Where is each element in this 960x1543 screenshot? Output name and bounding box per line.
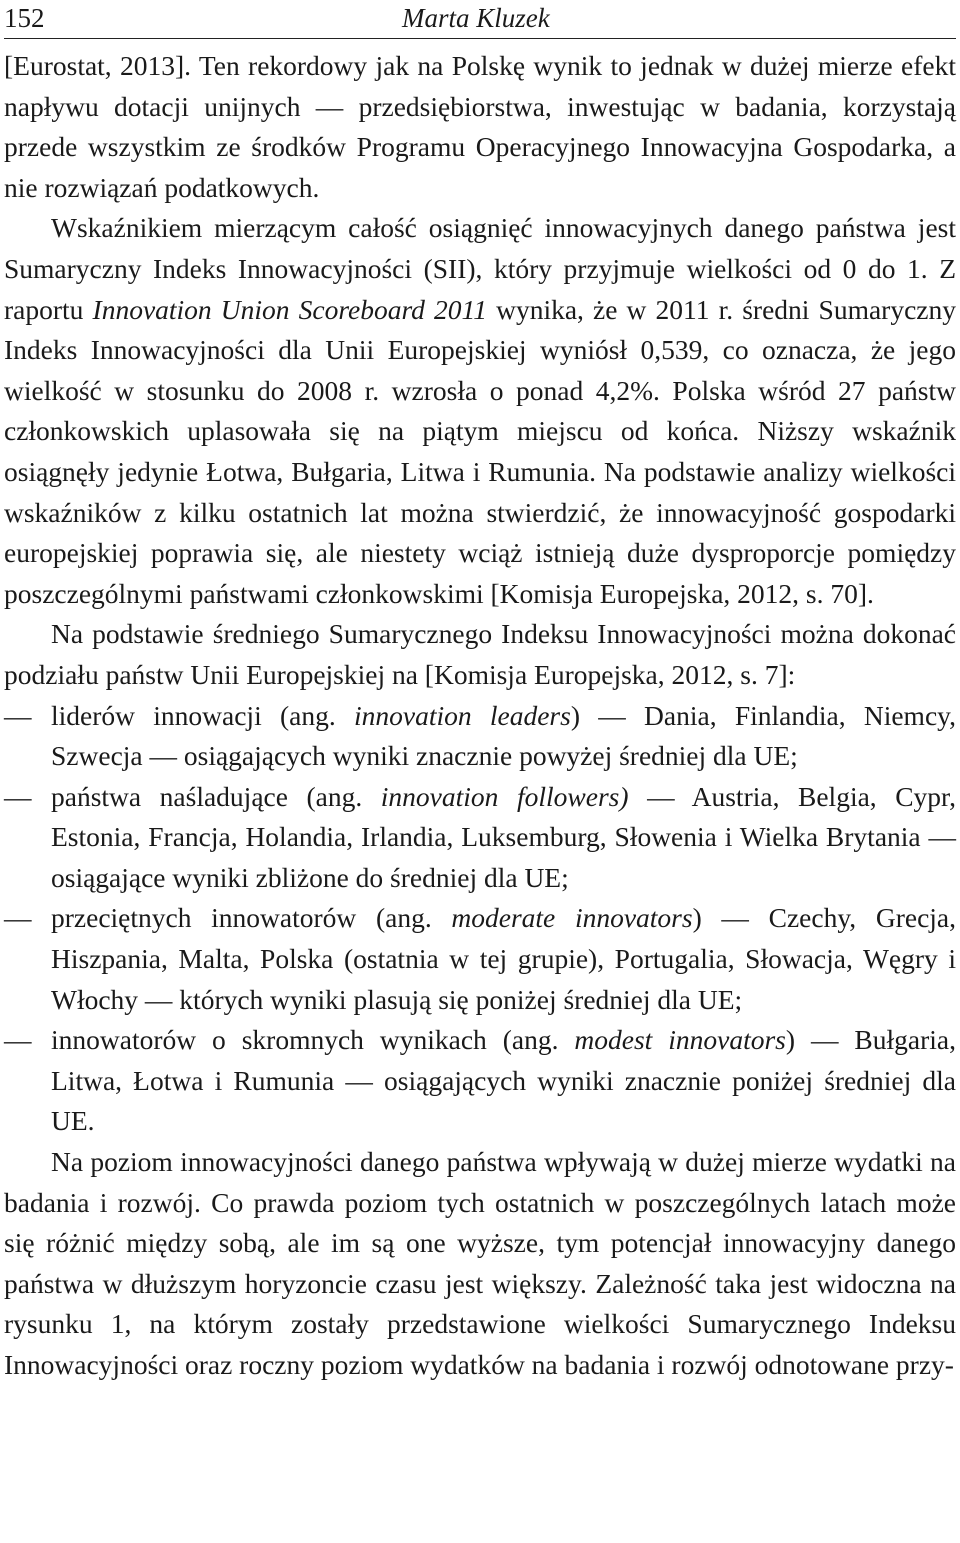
list-dash: — [4, 902, 32, 934]
list-dash: — [4, 699, 32, 731]
list-dash: — [4, 780, 32, 812]
page-header [4, 2, 956, 39]
page-body [4, 46, 956, 1386]
classification-list [4, 696, 956, 1143]
paragraph-3: Na podstawie średniego Sumarycznego Indeksu Innowacyjności można dokonać podziału państw Unii Europejskiej na [Komisja Europejska, 2012, s. 7]: [4, 618, 956, 690]
page-number: 152 [4, 3, 45, 33]
list-item-term: moderate innovators [451, 902, 693, 934]
paragraph-2-text-a: Wskaźnikiem mierzącym całość osiągnięć innowacyjnych danego państwa jest Sumaryczny Indeks Innowacyjności (SII), który przyjmuje wielkości od 0 do 1. Z raportu [4, 212, 956, 325]
report-title: Innovation Union Scoreboard 2011 [92, 293, 487, 325]
list-item [4, 1020, 956, 1142]
running-head-author: Marta Kluzek [402, 3, 550, 33]
list-item [4, 777, 956, 899]
paragraph-2-text-b: wynika, że w 2011 r. średni Sumaryczny Indeks Innowacyjności dla Unii Europejskiej wyniósł 0,539, co oznacza, że jego wielkość w stosunku do 2008 r. wzrosła o ponad 4,2%. Polska wśród 27 państw członkowskich uplasowała się na piątym miejscu od końca. Niższy wskaźnik osiągnęły jedynie Łotwa, Bułgaria, Litwa i Rumunia. Na podstawie analizy wielkości wskaźników z kilku ostatnich lat można stwierdzić, że innowacyjność gospodarki europejskiej poprawia się, ale niestety wciąż istnieją duże dysproporcje pomiędzy poszczególnymi państwami członkowskimi [Komisja Europejska, 2012, s. 70]. [4, 293, 956, 609]
list-item-text: ) — Czechy, Grecja, Hiszpania, Malta, Polska (ostatnia w tej grupie), Portugalia, Słowacja, Węgry i Włochy — których wyniki plasują się poniżej średniej dla UE; [51, 902, 957, 1015]
list-dash: — [4, 1024, 32, 1056]
list-item [4, 696, 956, 777]
list-item-text: innowatorów o skromnych wynikach (ang. [51, 1024, 575, 1056]
paragraph-1: [Eurostat, 2013]. Ten rekordowy jak na Polskę wynik to jednak w dużej mierze efekt napływu dotacji unijnych — przedsiębiorstwa, inwestując w badania, korzystają przede wszystkim ze środków Programu Operacyjnego Innowacyjna Gospodarka, a nie rozwiązań podatkowych. [4, 50, 956, 203]
list-item-text: ) — Dania, Finlandia, Niemcy, Szwecja — osiągających wyniki znacznie powyżej średniej dla UE; [51, 699, 956, 772]
paragraph-2 [4, 208, 956, 614]
list-item-text: ) — Bułgaria, Litwa, Łotwa i Rumunia — osiągających wyniki znacznie poniżej średniej dla UE. [51, 1024, 956, 1137]
list-item [4, 898, 956, 1020]
paragraph-4: Na poziom innowacyjności danego państwa wpływają w dużej mierze wydatki na badania i rozwój. Co prawda poziom tych ostatnich w poszczególnych latach może się różnić między sobą, ale im są one wyższe, tym potencjał innowacyjny danego państwa w dłuższym horyzoncie czasu jest większy. Zależność taka jest widoczna na rysunku 1, na którym zostały przedstawione wielkości Sumarycznego Indeksu Innowacyjności oraz roczny poziom wydatków na badania i rozwój odnotowane przy- [4, 1146, 956, 1380]
list-item-term: modest innovators [574, 1024, 786, 1056]
list-item-term: innovation followers) [380, 780, 629, 812]
list-item-text: przeciętnych innowatorów (ang. [51, 902, 452, 934]
list-item-text: państwa naśladujące (ang. [51, 780, 381, 812]
list-item-text: liderów innowacji (ang. [51, 699, 354, 731]
list-item-text: — Austria, Belgia, Cypr, Estonia, Francja, Holandia, Irlandia, Luksemburg, Słowenia i Wielka Brytania — osiągające wyniki zbliżone do średniej dla UE; [51, 780, 956, 893]
list-item-term: innovation leaders [353, 699, 571, 731]
